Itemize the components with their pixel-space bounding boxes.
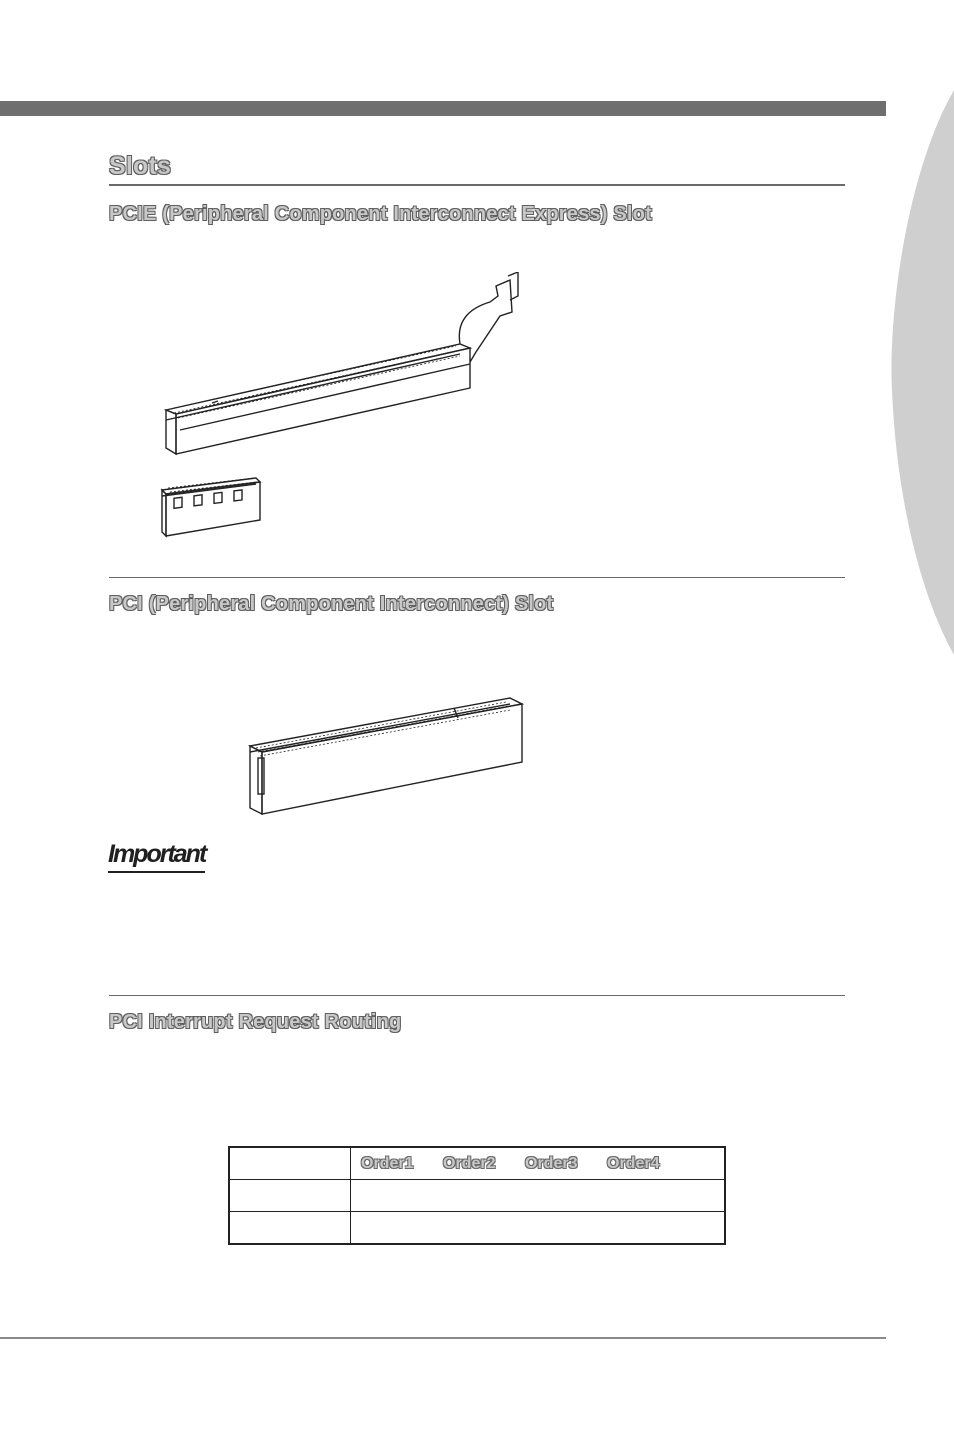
irq-section-rule [109,995,845,996]
header-bar [0,101,886,116]
order-1-label: Order1 [361,1154,414,1172]
table-cell [351,1180,726,1212]
pci-slot-illustration [248,690,528,818]
table-header-orders-cell [351,1147,726,1180]
important-notice-label: Important [108,840,205,873]
pcie-x16-slot-illustration [160,272,540,462]
pci-heading: PCI (Peripheral Component Interconnect) Slot [109,593,554,615]
table-cell [229,1212,351,1245]
pci-section-rule [109,577,845,578]
table-cell [229,1180,351,1212]
chapter-side-tab [888,90,954,655]
table-header-blank-cell [229,1147,351,1180]
irq-routing-table [228,1146,726,1245]
pcie-heading: PCIE (Peripheral Component Interconnect Express) Slot [109,203,652,225]
pcie-x1-slot-illustration [160,474,264,540]
table-cell [351,1212,726,1245]
table-row [229,1180,725,1212]
order-3-label: Order3 [525,1154,578,1172]
section-title-rule [109,184,845,186]
order-4-label: Order4 [607,1154,660,1172]
table-header-row [229,1147,725,1180]
order-2-label: Order2 [443,1154,496,1172]
section-title: Slots [109,152,172,180]
table-row [229,1212,725,1245]
irq-heading: PCI Interrupt Request Routing [109,1011,402,1033]
footer-rule [0,1337,886,1339]
